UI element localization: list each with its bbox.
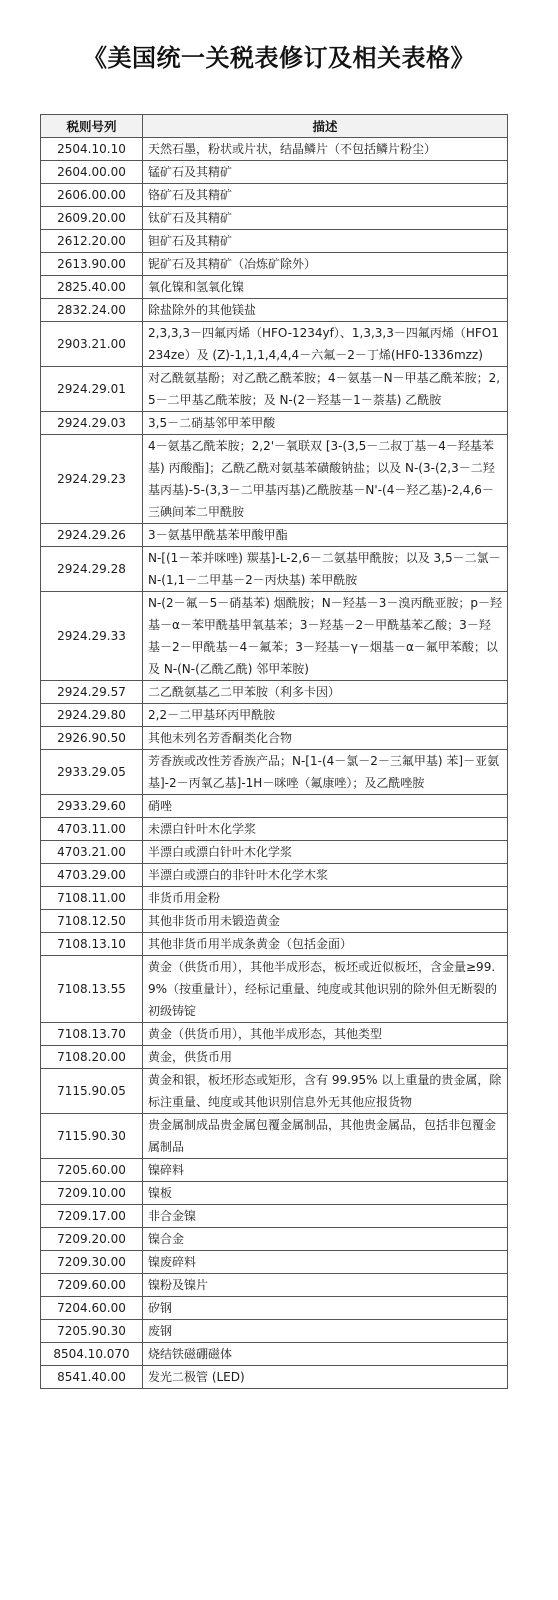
tariff-code-cell: 7108.11.00	[41, 887, 143, 910]
description-cell: 2,2－二甲基环丙甲酰胺	[143, 704, 508, 727]
tariff-code-cell: 7204.60.00	[41, 1297, 143, 1320]
table-row	[41, 276, 508, 299]
tariff-code-cell: 2924.29.26	[41, 524, 143, 547]
table-row	[41, 547, 508, 592]
table-row	[41, 299, 508, 322]
description-cell: 3－氨基甲酰基苯甲酸甲酯	[143, 524, 508, 547]
description-cell: 硝唑	[143, 795, 508, 818]
table-row	[41, 1023, 508, 1046]
table-row	[41, 841, 508, 864]
tariff-code-cell: 2924.29.01	[41, 367, 143, 412]
description-cell: 贵金属制成品贵金属包覆金属制品，其他贵金属品，包括非包覆金属制品	[143, 1114, 508, 1159]
tariff-code-cell: 2924.29.28	[41, 547, 143, 592]
tariff-code-cell: 7205.90.30	[41, 1320, 143, 1343]
tariff-code-cell: 2609.20.00	[41, 207, 143, 230]
tariff-code-cell: 2604.00.00	[41, 161, 143, 184]
description-cell: 其他非货币用未锻造黄金	[143, 910, 508, 933]
description-cell: 废钢	[143, 1320, 508, 1343]
description-cell: 天然石墨，粉状或片状，结晶鳞片（不包括鳞片粉尘）	[143, 138, 508, 161]
table-row	[41, 412, 508, 435]
table-row	[41, 887, 508, 910]
table-row	[41, 230, 508, 253]
column-header-tariff-code: 税则号列	[41, 115, 143, 138]
tariff-code-cell: 2606.00.00	[41, 184, 143, 207]
tariff-code-cell: 2933.29.60	[41, 795, 143, 818]
description-cell: 其他非货币用半成条黄金（包括金面）	[143, 933, 508, 956]
table-row	[41, 818, 508, 841]
table-row	[41, 435, 508, 524]
table-row	[41, 1320, 508, 1343]
table-body	[41, 138, 508, 1389]
table-row	[41, 592, 508, 681]
description-cell: 半漂白或漂白针叶木化学浆	[143, 841, 508, 864]
tariff-code-cell: 2924.29.03	[41, 412, 143, 435]
description-cell: N-[(1－苯并咪唑) 羰基]-L-2,6－二氨基甲酰胺；以及 3,5－二氯－N-(1,1－二甲基－2－丙炔基) 苯甲酰胺	[143, 547, 508, 592]
column-header-description: 描述	[143, 115, 508, 138]
description-cell: 芳香族或改性芳香族产品；N-[1-(4－氯－2－三氟甲基) 苯]－亚氨基]-2－丙氧乙基]-1H－咪唑（氟康唑）；及乙酰唑胺	[143, 750, 508, 795]
description-cell: 二乙酰氨基乙二甲苯胺（利多卡因）	[143, 681, 508, 704]
description-cell: 发光二极管 (LED)	[143, 1366, 508, 1389]
tariff-code-cell: 7108.20.00	[41, 1046, 143, 1069]
table-row	[41, 322, 508, 367]
tariff-code-cell: 7108.12.50	[41, 910, 143, 933]
description-cell: 镍合金	[143, 1228, 508, 1251]
tariff-code-cell: 2903.21.00	[41, 322, 143, 367]
tariff-code-cell: 7205.60.00	[41, 1159, 143, 1182]
tariff-code-cell: 8504.10.070	[41, 1343, 143, 1366]
table-row	[41, 1114, 508, 1159]
table-row	[41, 864, 508, 887]
table-row	[41, 750, 508, 795]
description-cell: 非合金镍	[143, 1205, 508, 1228]
description-cell: 3,5－二硝基邻甲苯甲酸	[143, 412, 508, 435]
tariff-code-cell: 4703.21.00	[41, 841, 143, 864]
table-row	[41, 161, 508, 184]
description-cell: 镍碎料	[143, 1159, 508, 1182]
table-row	[41, 138, 508, 161]
tariff-code-cell: 2924.29.23	[41, 435, 143, 524]
document-title: 《美国统一关税表修订及相关表格》	[83, 44, 475, 72]
description-cell: 4－氨基乙酰苯胺；2,2'－氧联双 [3-(3,5－二叔丁基－4－羟基苯基) 丙酸酯]；乙酰乙酰对氨基苯磺酸钠盐；以及 N-(3-(2,3－二羟基丙基)-5-(3,3－二甲基丙基)乙酰胺基－N'-(4－羟乙基)-2,4,6－三碘间苯二甲酰胺	[143, 435, 508, 524]
tariff-code-cell: 2613.90.00	[41, 253, 143, 276]
tariff-code-cell: 7108.13.70	[41, 1023, 143, 1046]
table-row	[41, 1046, 508, 1069]
table-row	[41, 933, 508, 956]
tariff-code-cell: 2612.20.00	[41, 230, 143, 253]
table-row	[41, 184, 508, 207]
tariff-code-cell: 8541.40.00	[41, 1366, 143, 1389]
table-row	[41, 727, 508, 750]
table-row	[41, 524, 508, 547]
tariff-code-cell: 7209.17.00	[41, 1205, 143, 1228]
table-row	[41, 681, 508, 704]
description-cell: 锰矿石及其精矿	[143, 161, 508, 184]
tariff-code-cell: 7108.13.55	[41, 956, 143, 1023]
tariff-code-cell: 7115.90.30	[41, 1114, 143, 1159]
tariff-code-cell: 7108.13.10	[41, 933, 143, 956]
description-cell: 钽矿石及其精矿	[143, 230, 508, 253]
tariff-code-cell: 7115.90.05	[41, 1069, 143, 1114]
table-row	[41, 1228, 508, 1251]
table-row	[41, 910, 508, 933]
description-cell: 镍板	[143, 1182, 508, 1205]
table-row	[41, 1343, 508, 1366]
description-cell: N-(2－氟－5－硝基苯) 烟酰胺；N－羟基－3－溴丙酰亚胺；p－羟基－α－苯甲酰基甲氧基苯；3－羟基－2－甲酰基苯乙酸；3－羟基－2－甲酰基－4－氟苯；3－羟基－γ－烟基－α－氟甲苯酸；以及 N-(N-(乙酰乙酰) 邻甲苯胺)	[143, 592, 508, 681]
tariff-code-cell: 7209.20.00	[41, 1228, 143, 1251]
description-cell: 钛矿石及其精矿	[143, 207, 508, 230]
table-row	[41, 1366, 508, 1389]
tariff-code-cell: 4703.11.00	[41, 818, 143, 841]
description-cell: 黄金，供货币用	[143, 1046, 508, 1069]
table-row	[41, 795, 508, 818]
tariff-code-cell: 4703.29.00	[41, 864, 143, 887]
tariff-code-cell: 2926.90.50	[41, 727, 143, 750]
tariff-code-cell: 7209.60.00	[41, 1274, 143, 1297]
table-row	[41, 1251, 508, 1274]
table-header-row	[41, 115, 508, 138]
tariff-code-cell: 2924.29.80	[41, 704, 143, 727]
description-cell: 铌矿石及其精矿（冶炼矿除外）	[143, 253, 508, 276]
table-row	[41, 1205, 508, 1228]
tariff-code-cell: 2504.10.10	[41, 138, 143, 161]
description-cell: 矽钢	[143, 1297, 508, 1320]
description-cell: 非货币用金粉	[143, 887, 508, 910]
description-cell: 烧结铁磁硼磁体	[143, 1343, 508, 1366]
description-cell: 对乙酰氨基酚；对乙酰乙酰苯胺；4－氨基－N－甲基乙酰苯胺；2,5－二甲基乙酰苯胺；及 N-(2－羟基－1－萘基) 乙酰胺	[143, 367, 508, 412]
description-cell: 铬矿石及其精矿	[143, 184, 508, 207]
tariff-code-cell: 2924.29.33	[41, 592, 143, 681]
description-cell: 除盐除外的其他镁盐	[143, 299, 508, 322]
table-row	[41, 253, 508, 276]
table-row	[41, 704, 508, 727]
description-cell: 氧化镍和氢氧化镍	[143, 276, 508, 299]
description-cell: 未漂白针叶木化学浆	[143, 818, 508, 841]
description-cell: 黄金和银，板坯形态或矩形，含有 99.95% 以上重量的贵金属，除标注重量、纯度或其他识别信息外无其他应报货物	[143, 1069, 508, 1114]
table-row	[41, 1069, 508, 1114]
tariff-code-cell: 7209.10.00	[41, 1182, 143, 1205]
table-row	[41, 207, 508, 230]
table-row	[41, 367, 508, 412]
tariff-code-cell: 2924.29.57	[41, 681, 143, 704]
description-cell: 镍粉及镍片	[143, 1274, 508, 1297]
description-cell: 镍废碎料	[143, 1251, 508, 1274]
tariff-code-cell: 2933.29.05	[41, 750, 143, 795]
description-cell: 其他未列名芳香酮类化合物	[143, 727, 508, 750]
table-row	[41, 956, 508, 1023]
description-cell: 2,3,3,3－四氟丙烯（HFO-1234yf）、1,3,3,3－四氟丙烯（HFO1234ze）及 (Z)-1,1,1,4,4,4－六氟－2－丁烯(HF0-1336mzz)	[143, 322, 508, 367]
tariff-code-cell: 7209.30.00	[41, 1251, 143, 1274]
tariff-code-cell: 2825.40.00	[41, 276, 143, 299]
tariff-code-cell: 2832.24.00	[41, 299, 143, 322]
table-row	[41, 1274, 508, 1297]
table-row	[41, 1182, 508, 1205]
tariff-table	[40, 114, 508, 1389]
table-row	[41, 1159, 508, 1182]
description-cell: 黄金（供货币用），其他半成形态，板坯或近似板坯，含金量≥99.9%（按重量计），经标记重量、纯度或其他识别的除外但无断裂的初级铸锭	[143, 956, 508, 1023]
description-cell: 黄金（供货币用），其他半成形态，其他类型	[143, 1023, 508, 1046]
table-row	[41, 1297, 508, 1320]
description-cell: 半漂白或漂白的非针叶木化学木浆	[143, 864, 508, 887]
